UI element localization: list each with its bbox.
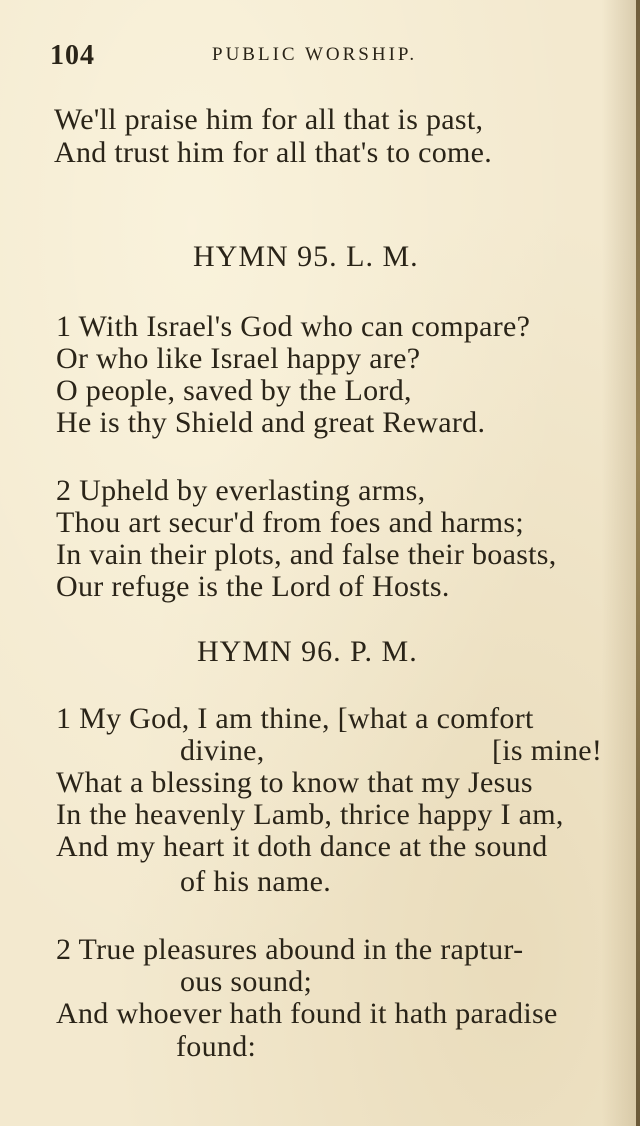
hymn-96-verse-2-line-2: ous sound; <box>180 965 313 998</box>
hymn-96-verse-1-line-2a: divine, <box>180 734 265 767</box>
page-edge <box>636 0 640 1126</box>
hymn-96-verse-1-line-6: of his name. <box>180 865 332 898</box>
running-title: PUBLIC WORSHIP. <box>212 44 418 65</box>
hymn-96-verse-1-line-4: In the heavenly Lamb, thrice happy I am, <box>56 798 564 831</box>
hymn-96-verse-1-line-5: And my heart it doth dance at the sound <box>56 830 548 863</box>
hymn-95-verse-1-line-2: Or who like Israel happy are? <box>56 342 421 375</box>
hymn-96-verse-1-line-2b: [is mine! <box>492 734 603 767</box>
hymn-95-verse-2-line-1: 2 Upheld by everlasting arms, <box>56 474 426 507</box>
carryover-line-1: We'll praise him for all that is past, <box>54 103 484 136</box>
page-number: 104 <box>50 40 95 71</box>
hymn-96-verse-1-line-1: 1 My God, I am thine, [what a comfort <box>56 702 534 735</box>
carryover-line-2: And trust him for all that's to come. <box>54 136 493 169</box>
hymn-95-verse-2-line-2: Thou art secur'd from foes and harms; <box>56 506 525 539</box>
hymn-95-title: HYMN 95. L. M. <box>193 240 419 273</box>
hymn-96-verse-2-line-4: found: <box>176 1030 257 1063</box>
hymn-95-verse-1-line-3: O people, saved by the Lord, <box>56 374 412 407</box>
hymn-96-title: HYMN 96. P. M. <box>197 635 418 668</box>
hymn-95-verse-1-line-1: 1 With Israel's God who can compare? <box>56 310 531 343</box>
hymn-96-verse-2-line-1: 2 True pleasures abound in the raptur- <box>56 933 524 966</box>
hymn-96-verse-1-line-3: What a blessing to know that my Jesus <box>56 766 533 799</box>
hymn-95-verse-2-line-4: Our refuge is the Lord of Hosts. <box>56 570 450 603</box>
hymn-95-verse-1-line-4: He is thy Shield and great Reward. <box>56 406 486 439</box>
hymn-96-verse-2-line-3: And whoever hath found it hath paradise <box>56 997 558 1030</box>
hymn-95-verse-2-line-3: In vain their plots, and false their boasts, <box>56 538 557 571</box>
